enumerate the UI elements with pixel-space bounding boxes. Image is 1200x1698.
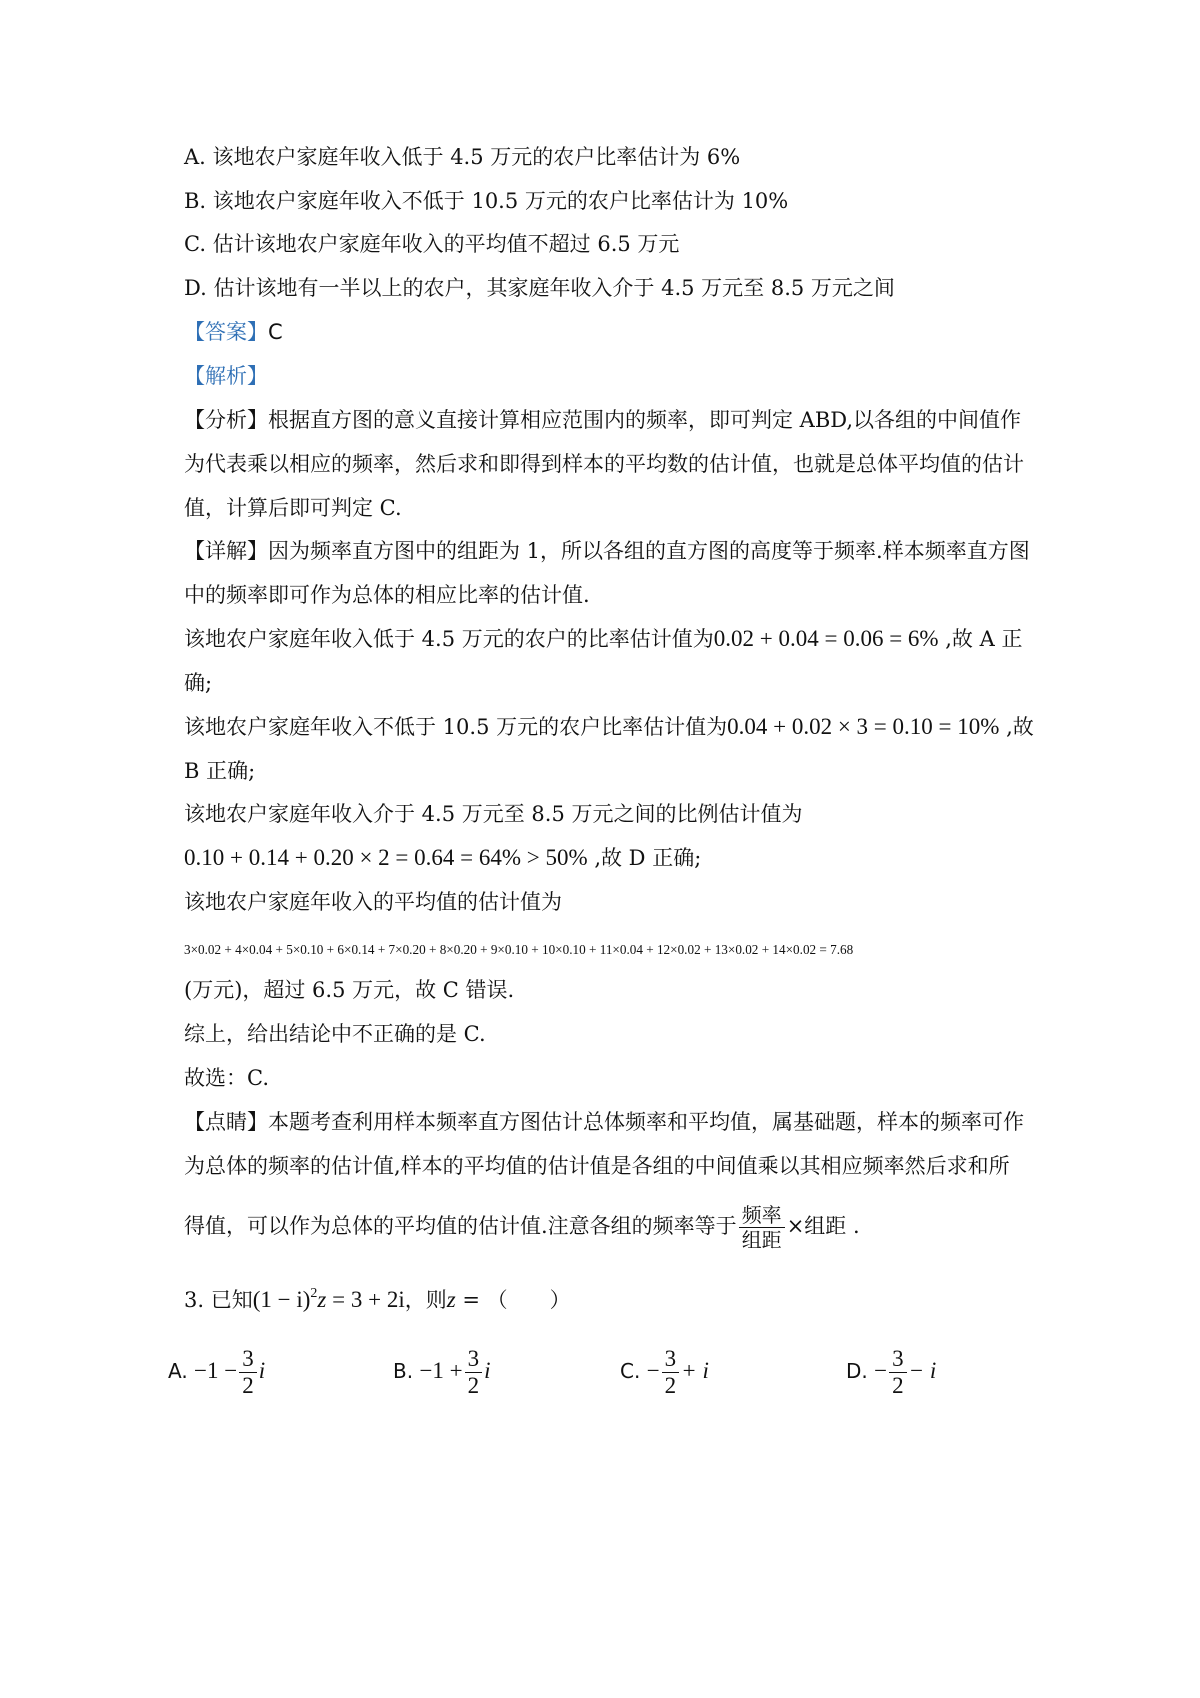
q3-option-b-fraction <box>465 1346 483 1399</box>
question-mid: ，则 <box>404 1288 447 1312</box>
fraction-denominator: 组距 <box>741 1228 782 1252</box>
detail-a-tail: ,故 A 正 <box>938 627 1023 651</box>
q3-option-b-label: B. <box>393 1359 414 1383</box>
detail-d-math: 0.10 + 0.14 + 0.20 × 2 = 0.64 = 64% > 50% <box>184 845 588 870</box>
q3-option-d-den: 2 <box>892 1373 904 1398</box>
freq-over-width-fraction <box>739 1203 785 1252</box>
answer-line <box>184 317 283 347</box>
q3-option-a-num: 3 <box>239 1346 257 1373</box>
eq-left: (1 − i) <box>252 1287 311 1312</box>
analysis-line-3: 值，计算后即可判定 C. <box>184 496 402 520</box>
analysis-label: 【分析】 <box>184 408 268 432</box>
ask-z: z <box>446 1287 456 1312</box>
q3-option-c-num: 3 <box>662 1346 680 1373</box>
question-ask: = （ ） <box>455 1288 571 1312</box>
eq-z: z <box>317 1287 327 1312</box>
option-a-prev: A. 该地农户家庭年收入低于 4.5 万元的农户比率估计为 6% <box>184 145 741 169</box>
q3-option-c-den: 2 <box>664 1373 677 1398</box>
detail-text-1: 因为频率直方图中的组距为 1，所以各组的直方图的高度等于频率.样本频率直方图 <box>268 539 1030 563</box>
eq-exponent: 2 <box>310 1286 318 1301</box>
q3-option-c-label: C. <box>620 1359 641 1383</box>
detail-d-line <box>184 843 701 873</box>
jiexi-label: 【解析】 <box>184 364 268 388</box>
detail-c-text: 该地农户家庭年收入的平均值的估计值为 <box>184 890 562 914</box>
detail-b-tail: ,故 <box>999 715 1034 739</box>
question-equation <box>253 1287 405 1312</box>
answer-value: C <box>268 320 283 344</box>
detail-a-tail-2: 确; <box>184 671 213 695</box>
detail-b-tail-2: B 正确; <box>184 759 256 783</box>
question-3-stem <box>184 1278 571 1316</box>
q3-option-d-post: − i <box>908 1358 937 1383</box>
detail-c-math-line <box>184 932 853 965</box>
eq-right: = 3 + 2i <box>326 1287 405 1312</box>
detail-line-1 <box>184 536 1030 566</box>
answer-label: 【答案】 <box>184 320 268 344</box>
detail-c-tail: (万元)，超过 6.5 万元，故 C 错误. <box>184 978 515 1002</box>
comment-line-1 <box>184 1107 1024 1137</box>
q3-option-a-fraction <box>239 1346 257 1399</box>
q3-option-d[interactable] <box>846 1346 936 1399</box>
comment-text-3: 得值，可以作为总体的平均值的估计值.注意各组的频率等于 <box>184 1214 737 1238</box>
q3-option-a-pre: −1 − <box>194 1358 238 1383</box>
q3-option-a-label: A. <box>168 1359 188 1383</box>
comment-label: 【点睛】 <box>184 1110 268 1134</box>
option-c-prev: C. 估计该地农户家庭年收入的平均值不超过 6.5 万元 <box>184 232 680 256</box>
comment-text-1: 本题考查利用样本频率直方图估计总体频率和平均值，属基础题，样本的频率可作 <box>268 1110 1024 1134</box>
q3-option-b-post: i <box>484 1358 491 1383</box>
q3-option-c-fraction <box>662 1346 680 1399</box>
detail-line-2: 中的频率即可作为总体的相应比率的估计值. <box>184 583 590 607</box>
analysis-line-1 <box>184 405 1021 435</box>
detail-b-line <box>184 712 1034 742</box>
detail-c-math: 3×0.02 + 4×0.04 + 5×0.10 + 6×0.14 + 7×0.20 + 8×0.20 + 9×0.10 + 10×0.10 + 11×0.04 + 12×0.02 + 13×0.02 + 14×0.02 = 7.68 <box>184 942 854 957</box>
detail-d-tail: ,故 D 正确; <box>587 846 702 870</box>
detail-d-text: 该地农户家庭年收入介于 4.5 万元至 8.5 万元之间的比例估计值为 <box>184 802 803 826</box>
q3-option-c-post: + i <box>681 1358 709 1383</box>
q3-option-d-pre: − <box>874 1358 888 1383</box>
option-d-prev: D. 估计该地有一半以上的农户，其家庭年收入介于 4.5 万元至 8.5 万元之间 <box>184 276 895 300</box>
q3-option-c[interactable] <box>620 1346 709 1399</box>
analysis-text-1: 根据直方图的意义直接计算相应范围内的频率，即可判定 ABD,以各组的中间值作 <box>268 408 1022 432</box>
comment-line-2: 为总体的频率的估计值,样本的平均值的估计值是各组的中间值乘以其相应频率然后求和所 <box>184 1154 1010 1178</box>
q3-option-b-num: 3 <box>465 1346 483 1373</box>
comment-line-3 <box>184 1192 860 1260</box>
q3-option-b-pre: −1 + <box>419 1358 463 1383</box>
q3-option-a-den: 2 <box>242 1373 254 1398</box>
q3-option-a[interactable] <box>168 1346 265 1399</box>
q3-option-d-num: 3 <box>889 1346 907 1373</box>
q3-option-b-den: 2 <box>467 1373 480 1398</box>
q3-option-c-pre: − <box>646 1358 660 1383</box>
fraction-numerator: 频率 <box>739 1203 785 1228</box>
detail-b-text: 该地农户家庭年收入不低于 10.5 万元的农户比率估计值为 <box>184 715 728 739</box>
detail-choose: 故选：C. <box>184 1066 269 1090</box>
detail-a-text: 该地农户家庭年收入低于 4.5 万元的农户的比率估计值为 <box>184 627 714 651</box>
option-b-prev: B. 该地农户家庭年收入不低于 10.5 万元的农户比率估计为 10% <box>184 189 789 213</box>
detail-a-line <box>184 624 1022 654</box>
question-pre: 已知 <box>210 1288 253 1312</box>
q3-option-d-fraction <box>889 1346 907 1399</box>
detail-summary: 综上，给出结论中不正确的是 C. <box>184 1022 486 1046</box>
analysis-line-2: 为代表乘以相应的频率，然后求和即得到样本的平均数的估计值，也就是总体平均值的估计 <box>184 452 1024 476</box>
comment-text-3-post: ×组距 . <box>786 1214 860 1238</box>
q3-option-a-post: i <box>258 1358 266 1383</box>
question-number: 3. <box>184 1288 205 1312</box>
q3-option-d-label: D. <box>846 1359 868 1383</box>
q3-option-b[interactable] <box>393 1346 491 1399</box>
detail-b-math: 0.04 + 0.02 × 3 = 0.10 = 10% <box>727 714 1000 739</box>
detail-label: 【详解】 <box>184 539 268 563</box>
detail-a-math: 0.02 + 0.04 = 0.06 = 6% <box>713 626 939 651</box>
